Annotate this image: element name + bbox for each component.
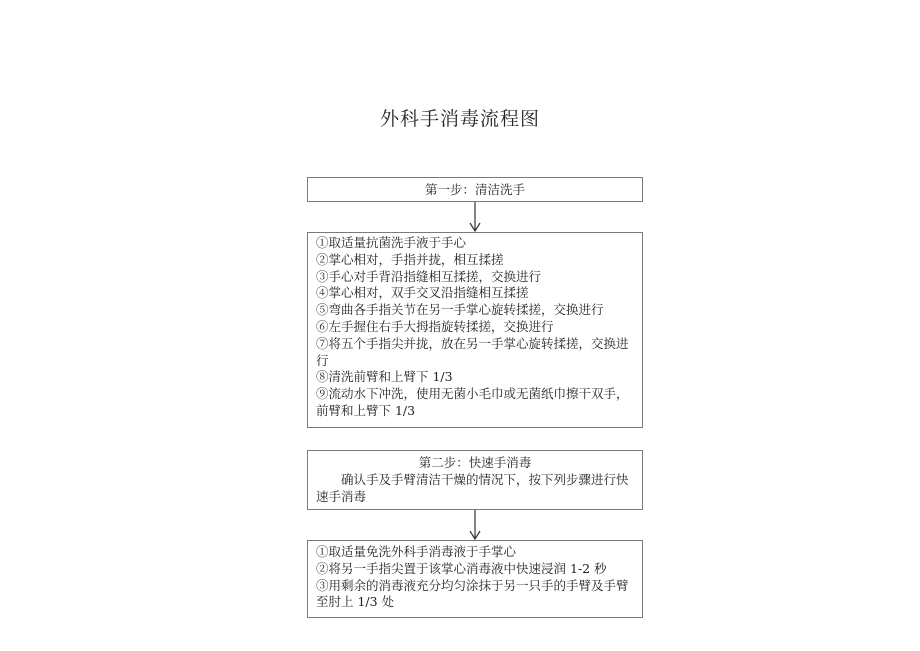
arrow-down-icon [469, 202, 481, 232]
step2-item-2: ②将另一手指尖置于该掌心消毒液中快速浸润 1-2 秒 [316, 560, 607, 576]
step1-item-1: ①取适量抗菌洗手液于手心 [316, 235, 467, 250]
page-title: 外科手消毒流程图 [379, 108, 540, 130]
step1-instructions-box [307, 232, 643, 428]
step2-item-1: ①取适量免洗外科手消毒液于手掌心 [316, 544, 517, 559]
step1-item-2: ②掌心相对，手指并拢，相互揉搓 [316, 251, 504, 267]
step1-item-7: ⑦将五个手指尖并拢，放在另一手掌心旋转揉搓，交换进行 [316, 335, 629, 368]
step1-item-3: ③手心对手背沿指缝相互揉搓，交换进行 [316, 268, 542, 284]
step2-heading-box [307, 450, 643, 510]
step2-instructions-box [307, 540, 643, 618]
step1-item-9: ⑨流动水下冲洗，使用无菌小毛巾或无菌纸巾擦干双手，前臂和上臂下 1/3 [316, 386, 629, 418]
step1-heading: 第一步：清洁洗手 [424, 182, 525, 197]
step1-item-6: ⑥左手握住右手大拇指旋转揉搓，交换进行 [316, 318, 554, 334]
step2-item-3: ③用剩余的消毒液充分均匀涂抹于另一只手的手臂及手臂至肘上 1/3 处 [316, 577, 629, 610]
step1-item-5: ⑤弯曲各手指关节在另一手掌心旋转揉搓，交换进行 [316, 302, 604, 318]
step1-item-4: ④掌心相对，双手交叉沿指缝相互揉搓 [316, 285, 529, 301]
step1-item-8: ⑧清洗前臂和上臂下 1/3 [316, 369, 453, 385]
step2-heading: 第二步：快速手消毒 [418, 455, 532, 470]
arrow-down-icon [469, 510, 481, 540]
step1-heading-box [307, 177, 643, 202]
step2-description: 确认手及手臂清洁干燥的情况下，按下列步骤进行快速手消毒 [316, 471, 629, 504]
